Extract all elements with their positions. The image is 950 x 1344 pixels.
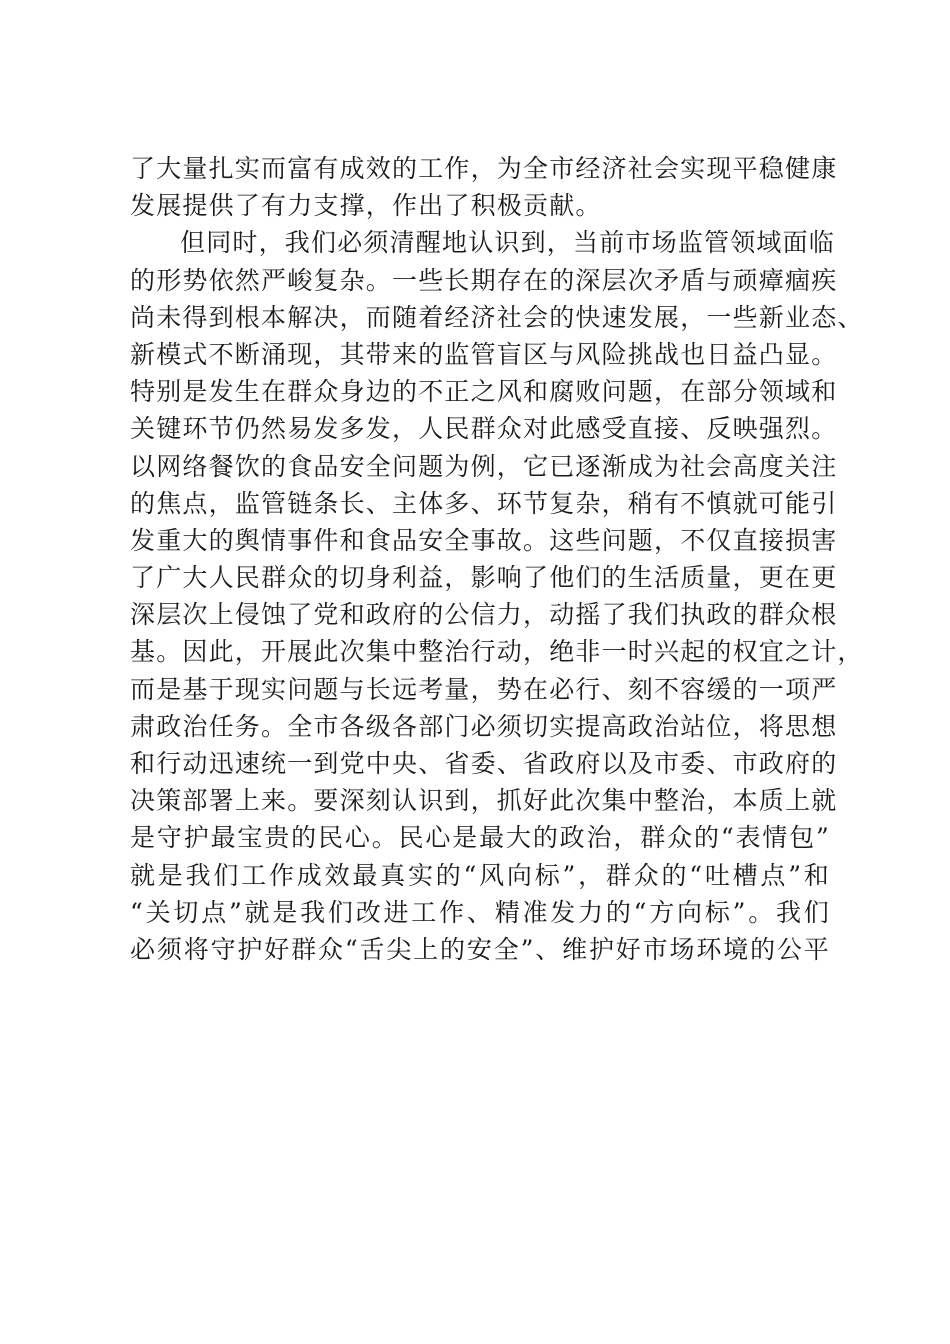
text-line: 必须将守护好群众“舌尖上的安全”、维护好市场环境的公平 (130, 934, 830, 964)
text-line: 的形势依然严峻复杂。一些长期存在的深层次矛盾与顽瘴痼疾 (130, 265, 838, 295)
text-line: “关切点”就是我们改进工作、精准发力的“方向标”。我们 (130, 897, 830, 927)
text-line: 肃政治任务。全市各级各部门必须切实提高政治站位，将思想 (130, 711, 838, 741)
text-line: 了广大人民群众的切身利益，影响了他们的生活质量，更在更 (130, 563, 838, 593)
text-line: 发重大的舆情事件和食品安全事故。这些问题，不仅直接损害 (130, 525, 838, 555)
text-line: 是守护最宝贵的民心。民心是最大的政治，群众的“表情包” (130, 823, 830, 853)
text-line: 特别是发生在群众身边的不正之风和腐败问题，在部分领域和 (130, 377, 838, 407)
text-line: 发展提供了有力支撑，作出了积极贡献。 (130, 191, 602, 221)
text-line: 的焦点，监管链条长、主体多、环节复杂，稍有不慎就可能引 (130, 488, 838, 518)
text-line: 了大量扎实而富有成效的工作，为全市经济社会实现平稳健康 (130, 154, 838, 183)
body-text (130, 150, 864, 968)
text-line: 但同时，我们必须清醒地认识到，当前市场监管领域面临 (180, 228, 836, 258)
text-line: 基。因此，开展此次集中整治行动，绝非一时兴起的权宜之计， (130, 637, 864, 667)
text-line: 关键环节仍然易发多发，人民群众对此感受直接、反映强烈。 (130, 414, 838, 444)
text-line: 就是我们工作成效最真实的“风向标”，群众的“吐槽点”和 (130, 860, 830, 890)
text-line: 决策部署上来。要深刻认识到，抓好此次集中整治，本质上就 (130, 786, 838, 816)
text-line: 尚未得到根本解决，而随着经济社会的快速发展，一些新业态、 (130, 302, 864, 332)
text-line: 新模式不断涌现，其带来的监管盲区与风险挑战也日益凸显。 (130, 339, 838, 369)
text-line: 而是基于现实问题与长远考量，势在必行、刻不容缓的一项严 (130, 674, 838, 704)
text-line: 和行动迅速统一到党中央、省委、省政府以及市委、市政府的 (130, 749, 838, 778)
text-line: 深层次上侵蚀了党和政府的公信力，动摇了我们执政的群众根 (130, 600, 838, 630)
text-line: 以网络餐饮的食品安全问题为例，它已逐渐成为社会高度关注 (130, 451, 838, 481)
